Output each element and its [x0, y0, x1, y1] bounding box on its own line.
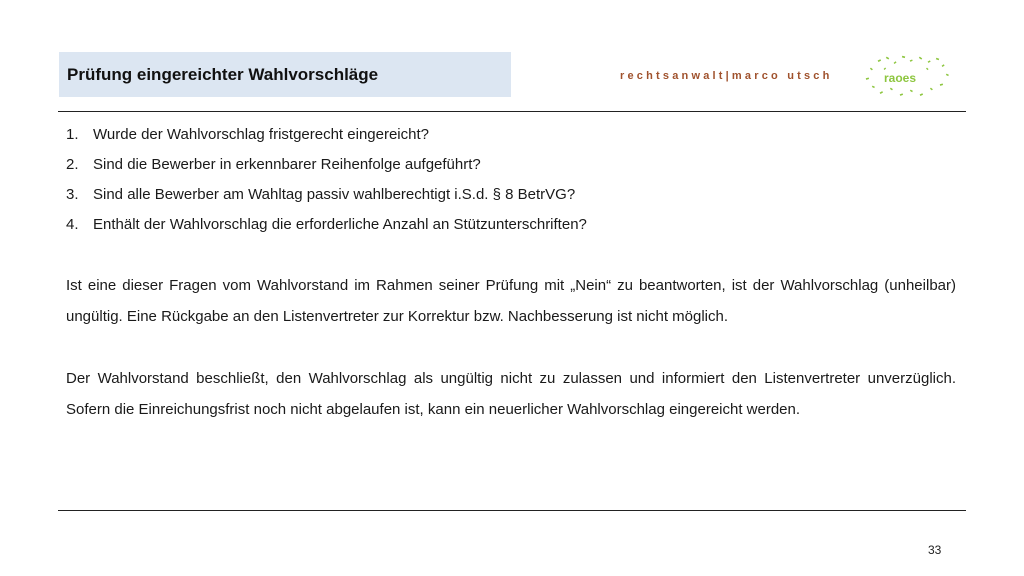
list-item [66, 180, 946, 210]
list-item-number: 2. [66, 156, 79, 173]
slide-title: Prüfung eingereichter Wahlvorschläge [67, 64, 379, 84]
question-list [66, 120, 946, 240]
list-item [66, 120, 946, 150]
list-item-text: Wurde der Wahlvorschlag fristgerecht eingereicht? [93, 126, 429, 143]
title-box [59, 52, 511, 97]
list-item-text: Sind alle Bewerber am Wahltag passiv wahlberechtigt i.S.d. § 8 BetrVG? [93, 186, 576, 203]
raoes-logo [864, 54, 950, 98]
page-number: 33 [928, 543, 942, 557]
top-divider [58, 111, 966, 112]
list-item-text: Sind die Bewerber in erkennbarer Reihenfolge aufgeführt? [93, 156, 481, 173]
list-item [66, 210, 946, 240]
paragraph-invalid-consequence: Ist eine dieser Fragen vom Wahlvorstand im Rahmen seiner Prüfung mit „Nein“ zu beantworten, ist der Wahlvorschlag (unheilbar) ungültig. Eine Rückgabe an den Listenvertreter zur Korrektur bzw. Nachbesserung ist nicht möglich. [66, 277, 956, 325]
paragraph-board-decision: Der Wahlvorstand beschließt, den Wahlvorschlag als ungültig nicht zu zulassen und informiert den Listenvertreter unverzüglich. Sofern die Einreichungsfrist noch nicht abgelaufen ist, kann ein neuerlicher Wahlvorschlag eingereicht werden. [66, 370, 956, 418]
list-item-number: 1. [66, 126, 79, 143]
bottom-divider [58, 510, 966, 511]
list-item-number: 4. [66, 216, 79, 233]
brand-text: rechtsanwalt|marco utsch [620, 70, 833, 82]
logo-text: raoes [884, 71, 917, 85]
list-item-number: 3. [66, 186, 79, 203]
list-item-text: Enthält der Wahlvorschlag die erforderliche Anzahl an Stützunterschriften? [93, 216, 587, 233]
list-item [66, 150, 946, 180]
